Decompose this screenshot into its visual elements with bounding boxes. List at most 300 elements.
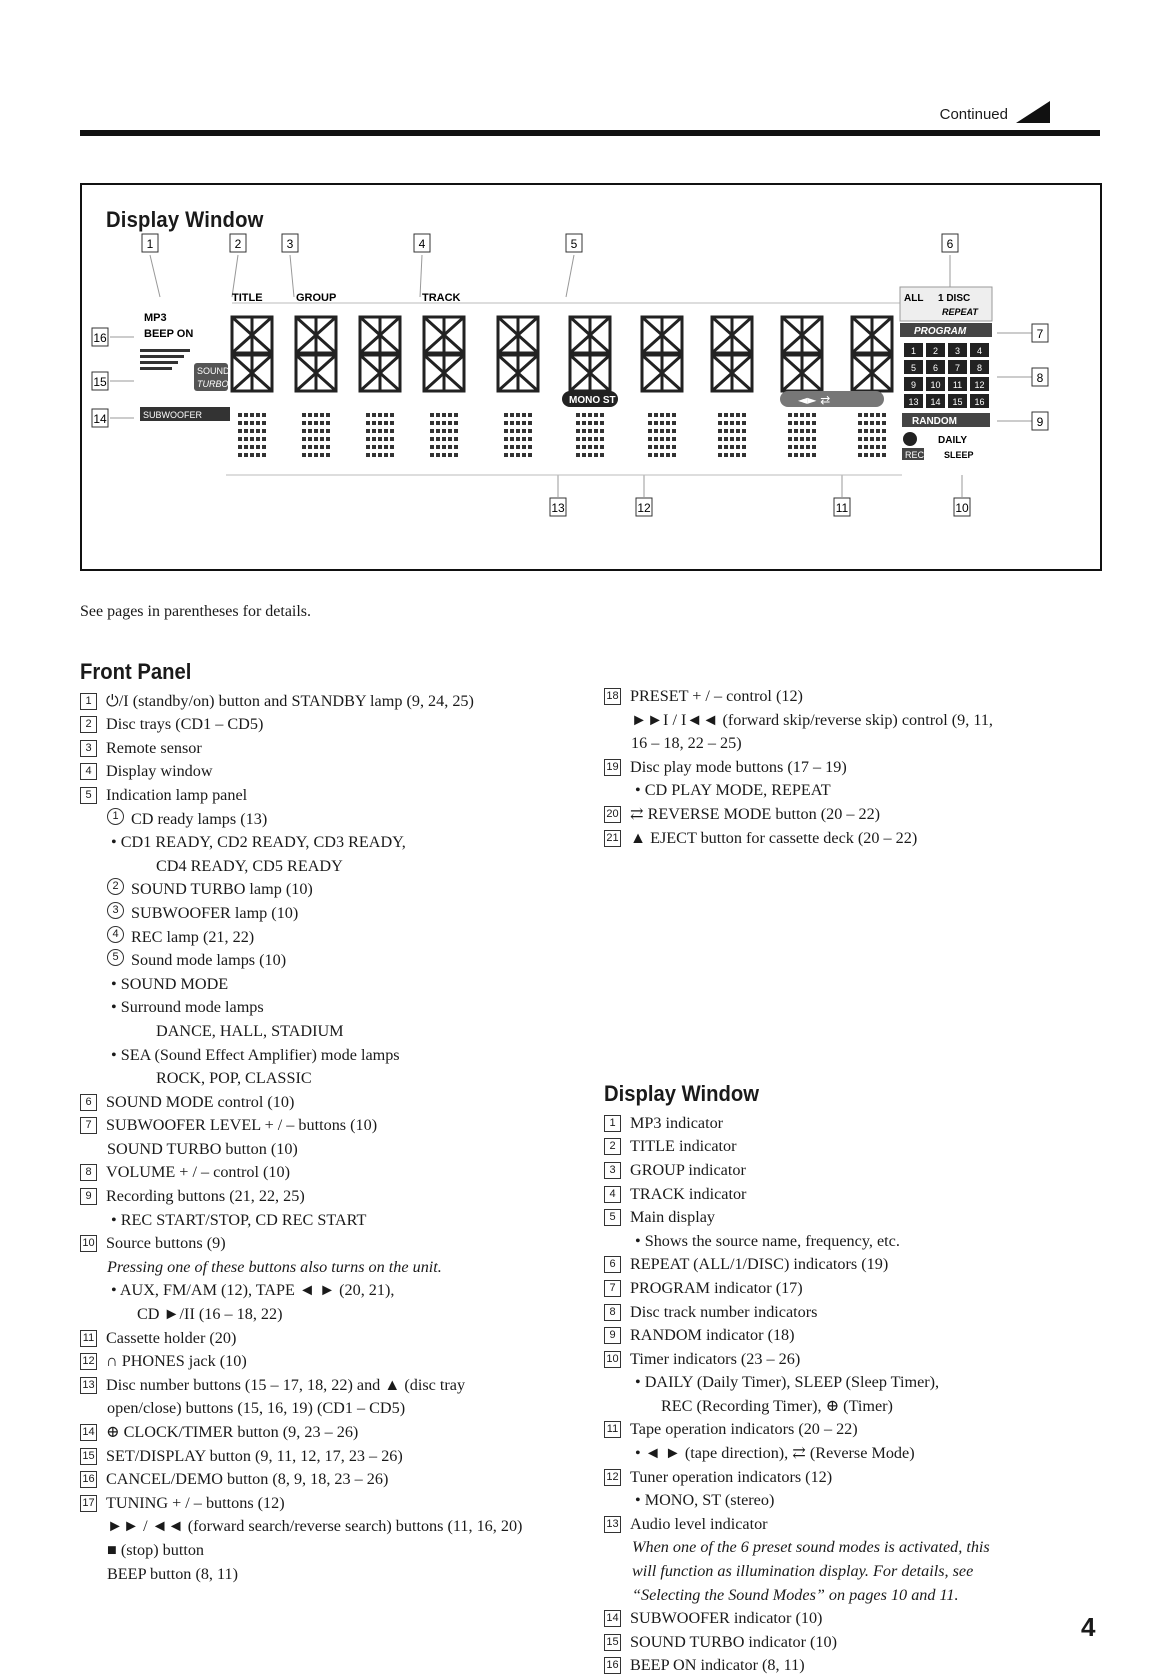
matrix-dot <box>742 413 746 417</box>
item-number: 13 <box>80 1377 97 1394</box>
matrix-dot <box>384 453 388 457</box>
matrix-dot <box>576 421 580 425</box>
matrix-dot <box>256 453 260 457</box>
matrix-dot <box>326 437 330 441</box>
disc-number: 8 <box>976 363 983 373</box>
matrix-dot <box>516 421 520 425</box>
matrix-dot <box>794 445 798 449</box>
matrix-dot <box>788 445 792 449</box>
matrix-dot <box>788 453 792 457</box>
matrix-dot <box>320 437 324 441</box>
disc-number: 11 <box>952 380 963 390</box>
matrix-dot <box>244 445 248 449</box>
matrix-dot <box>864 421 868 425</box>
list-item <box>80 1374 580 1398</box>
matrix-dot <box>522 437 526 441</box>
sub-list-item <box>80 902 580 926</box>
matrix-dot <box>448 453 452 457</box>
item-number: 15 <box>604 1634 621 1651</box>
matrix-dot <box>430 413 434 417</box>
item-text: SUBWOOFER indicator (10) <box>630 1609 823 1628</box>
matrix-dot <box>806 413 810 417</box>
matrix-dot <box>510 421 514 425</box>
matrix-dot <box>588 413 592 417</box>
item-number: 6 <box>604 1256 621 1273</box>
matrix-dot <box>648 437 652 441</box>
matrix-dot <box>736 437 740 441</box>
matrix-dot <box>238 453 242 457</box>
matrix-dot <box>858 413 862 417</box>
matrix-dot <box>582 453 586 457</box>
matrix-dot <box>244 429 248 433</box>
matrix-dot <box>302 413 306 417</box>
matrix-dot <box>504 453 508 457</box>
front-panel-heading: Front Panel <box>80 659 192 684</box>
matrix-dot <box>864 437 868 441</box>
callout-bottom: 10 <box>955 501 969 515</box>
item-text: SUBWOOFER LEVEL + / – buttons (10) <box>106 1116 378 1135</box>
matrix-dot <box>302 421 306 425</box>
matrix-dot <box>742 453 746 457</box>
matrix-dot <box>648 429 652 433</box>
matrix-dot <box>666 429 670 433</box>
item-number: 9 <box>604 1327 621 1344</box>
item-number: 4 <box>80 763 97 780</box>
item-text: Main display <box>630 1208 715 1227</box>
matrix-dot <box>594 453 598 457</box>
list-line: • SOUND MODE <box>111 974 229 993</box>
matrix-dot <box>672 437 676 441</box>
matrix-dot <box>308 413 312 417</box>
item-number: 7 <box>80 1117 97 1134</box>
matrix-dot <box>600 429 604 433</box>
matrix-dot <box>436 445 440 449</box>
matrix-dot <box>648 445 652 449</box>
matrix-dot <box>654 413 658 417</box>
item-text: Disc track number indicators <box>630 1302 818 1321</box>
matrix-dot <box>314 413 318 417</box>
matrix-dot <box>576 445 580 449</box>
matrix-dot <box>436 421 440 425</box>
matrix-dot <box>794 421 798 425</box>
matrix-dot <box>384 421 388 425</box>
matrix-dot <box>262 413 266 417</box>
matrix-dot <box>742 445 746 449</box>
list-item <box>80 1232 580 1256</box>
list-item <box>80 1185 580 1209</box>
matrix-dot <box>806 437 810 441</box>
matrix-dot <box>522 429 526 433</box>
callout-left: 15 <box>93 375 107 389</box>
item-text: BEEP ON indicator (8, 11) <box>630 1656 805 1675</box>
matrix-dot <box>522 421 526 425</box>
matrix-dot <box>742 429 746 433</box>
callout-bottom: 12 <box>637 501 651 515</box>
matrix-dot <box>390 429 394 433</box>
item-number: 2 <box>604 1138 621 1155</box>
matrix-dot <box>876 437 880 441</box>
callout-top: 3 <box>286 237 294 251</box>
item-text: RANDOM indicator (18) <box>630 1326 795 1345</box>
matrix-dot <box>876 429 880 433</box>
callout-top: 2 <box>234 237 242 251</box>
matrix-dot <box>320 453 324 457</box>
matrix-dot <box>794 453 798 457</box>
list-line: ►► / ◄◄ (forward search/reverse search) buttons (11, 16, 20) <box>107 1517 523 1536</box>
matrix-dot <box>436 429 440 433</box>
list-item <box>80 760 580 784</box>
matrix-dot <box>870 429 874 433</box>
matrix-dot <box>660 421 664 425</box>
matrix-dot <box>522 445 526 449</box>
matrix-dot <box>812 421 816 425</box>
matrix-dot <box>366 453 370 457</box>
matrix-dot <box>504 421 508 425</box>
item-text: Indication lamp panel <box>106 785 248 804</box>
matrix-dot <box>238 421 242 425</box>
matrix-dot <box>806 453 810 457</box>
matrix-dot <box>430 437 434 441</box>
matrix-dot <box>794 437 798 441</box>
matrix-dot <box>442 437 446 441</box>
matrix-dot <box>594 429 598 433</box>
item-number: 10 <box>80 1235 97 1252</box>
matrix-dot <box>430 429 434 433</box>
disc-number: 7 <box>954 363 961 373</box>
matrix-dot <box>806 445 810 449</box>
matrix-dot <box>594 437 598 441</box>
list-item <box>604 1654 1074 1678</box>
matrix-dot <box>372 445 376 449</box>
tape-badge <box>780 391 884 407</box>
callout-left: 14 <box>93 412 107 426</box>
matrix-dot <box>378 413 382 417</box>
list-item <box>604 1418 1074 1442</box>
item-number: 5 <box>80 787 97 804</box>
matrix-dot <box>654 421 658 425</box>
level-bar <box>140 367 172 370</box>
list-line: “Selecting the Sound Modes” on pages 10 and 11. <box>632 1585 959 1604</box>
matrix-dot <box>516 429 520 433</box>
item-number: 12 <box>604 1469 621 1486</box>
matrix-dot <box>250 437 254 441</box>
one-disc-indicator: 1 DISC <box>938 293 971 304</box>
matrix-dot <box>528 445 532 449</box>
item-number: 18 <box>604 688 621 705</box>
matrix-dot <box>660 413 664 417</box>
matrix-dot <box>326 453 330 457</box>
matrix-dot <box>660 445 664 449</box>
matrix-dot <box>314 453 318 457</box>
matrix-dot <box>672 429 676 433</box>
front-panel-section <box>80 660 580 1586</box>
list-line: • CD PLAY MODE, REPEAT <box>635 781 831 800</box>
matrix-dot <box>390 437 394 441</box>
item-text: Tape operation indicators (20 – 22) <box>630 1420 858 1439</box>
matrix-dot <box>724 437 728 441</box>
matrix-dot <box>504 445 508 449</box>
matrix-dot <box>384 429 388 433</box>
matrix-dot <box>788 429 792 433</box>
matrix-dot <box>742 437 746 441</box>
callout-right: 7 <box>1036 327 1044 341</box>
callout-top: 1 <box>146 237 154 251</box>
matrix-dot <box>256 429 260 433</box>
matrix-dot <box>858 429 862 433</box>
leader-line <box>566 255 574 297</box>
list-line: • SEA (Sound Effect Amplifier) mode lamps <box>111 1045 400 1064</box>
matrix-dot <box>882 445 886 449</box>
matrix-dot <box>528 413 532 417</box>
matrix-dot <box>864 445 868 449</box>
matrix-dot <box>250 453 254 457</box>
matrix-dot <box>576 453 580 457</box>
matrix-dot <box>442 413 446 417</box>
matrix-dot <box>600 437 604 441</box>
item-text: SET/DISPLAY button (9, 11, 12, 17, 23 – 26) <box>106 1446 403 1465</box>
leader-line <box>290 255 294 297</box>
matrix-dot <box>812 445 816 449</box>
item-text: GROUP indicator <box>630 1160 746 1179</box>
title-indicator: TITLE <box>232 292 263 304</box>
matrix-dot <box>882 429 886 433</box>
list-item <box>604 827 1074 851</box>
matrix-dot <box>314 421 318 425</box>
matrix-dot <box>244 437 248 441</box>
item-text: CD ready lamps (13) <box>131 809 268 828</box>
matrix-dot <box>800 421 804 425</box>
matrix-dot <box>666 445 670 449</box>
matrix-dot <box>660 437 664 441</box>
matrix-dot <box>244 413 248 417</box>
matrix-dot <box>390 413 394 417</box>
continued-text: Continued <box>939 106 1008 123</box>
matrix-dot <box>654 429 658 433</box>
matrix-dot <box>600 453 604 457</box>
matrix-dot <box>302 445 306 449</box>
item-text: ⏻/I (standby/on) button and STANDBY lamp (9, 24, 25) <box>106 691 474 710</box>
matrix-dot <box>528 429 532 433</box>
matrix-dot <box>672 421 676 425</box>
matrix-dot <box>666 437 670 441</box>
matrix-dot <box>436 413 440 417</box>
item-number: 8 <box>604 1304 621 1321</box>
lcd-diagram <box>82 185 1100 569</box>
matrix-dot <box>308 445 312 449</box>
matrix-dot <box>308 429 312 433</box>
matrix-dot <box>448 445 452 449</box>
matrix-dot <box>384 437 388 441</box>
list-item <box>604 1112 1074 1136</box>
matrix-dot <box>588 429 592 433</box>
list-line: DANCE, HALL, STADIUM <box>156 1021 344 1040</box>
matrix-dot <box>788 421 792 425</box>
matrix-dot <box>806 429 810 433</box>
matrix-dot <box>238 437 242 441</box>
continued-label <box>940 106 1050 123</box>
item-text: ⇄ REVERSE MODE button (20 – 22) <box>630 804 881 823</box>
matrix-dot <box>256 421 260 425</box>
matrix-dot <box>516 445 520 449</box>
matrix-dot <box>812 437 816 441</box>
sleep-indicator: SLEEP <box>944 450 974 460</box>
list-line: ROCK, POP, CLASSIC <box>156 1069 312 1088</box>
list-item <box>604 1324 1074 1348</box>
item-number: 16 <box>80 1471 97 1488</box>
matrix-dot <box>594 413 598 417</box>
matrix-dot <box>366 445 370 449</box>
matrix-dot <box>256 437 260 441</box>
matrix-dot <box>454 453 458 457</box>
item-number: 5 <box>107 949 124 966</box>
rec-indicator: REC <box>905 450 925 460</box>
matrix-dot <box>448 429 452 433</box>
list-line: ■ (stop) button <box>107 1540 205 1559</box>
item-number: 9 <box>80 1188 97 1205</box>
matrix-dot <box>800 413 804 417</box>
matrix-dot <box>510 413 514 417</box>
matrix-dot <box>262 445 266 449</box>
matrix-dot <box>366 413 370 417</box>
list-item <box>80 1161 580 1185</box>
matrix-dot <box>430 445 434 449</box>
list-line: • AUX, FM/AM (12), TAPE ◄ ► (20, 21), <box>111 1281 395 1300</box>
list-item <box>604 685 1074 709</box>
list-line: • Shows the source name, frequency, etc. <box>635 1231 900 1250</box>
level-bar <box>140 349 190 352</box>
list-item <box>604 1159 1074 1183</box>
matrix-dot <box>724 421 728 425</box>
matrix-dot <box>600 445 604 449</box>
item-number: 8 <box>80 1164 97 1181</box>
callout-top: 4 <box>418 237 426 251</box>
matrix-dot <box>672 445 676 449</box>
top-rule <box>80 130 1100 136</box>
mono-st-indicator: MONO ST <box>569 395 616 406</box>
matrix-dot <box>812 429 816 433</box>
matrix-dot <box>882 421 886 425</box>
matrix-dot <box>876 445 880 449</box>
display-window-heading: Display Window <box>604 1081 760 1107</box>
item-text: PRESET + / – control (12) <box>630 687 803 705</box>
matrix-dot <box>516 413 520 417</box>
matrix-dot <box>588 421 592 425</box>
matrix-dot <box>262 421 266 425</box>
matrix-dot <box>582 445 586 449</box>
list-item <box>604 1513 1074 1537</box>
item-text: Sound mode lamps (10) <box>131 951 287 970</box>
matrix-dot <box>654 445 658 449</box>
matrix-dot <box>308 453 312 457</box>
list-item <box>80 784 580 808</box>
matrix-dot <box>320 429 324 433</box>
list-item <box>80 1468 580 1492</box>
matrix-dot <box>366 437 370 441</box>
matrix-dot <box>238 445 242 449</box>
callout-top: 5 <box>570 237 578 251</box>
matrix-dot <box>384 445 388 449</box>
item-text: REC lamp (21, 22) <box>131 927 255 946</box>
matrix-dot <box>588 453 592 457</box>
item-number: 21 <box>604 830 621 847</box>
matrix-dot <box>454 429 458 433</box>
matrix-dot <box>238 413 242 417</box>
item-number: 5 <box>604 1209 621 1226</box>
matrix-dot <box>576 429 580 433</box>
repeat-indicator: REPEAT <box>942 307 978 317</box>
item-text: ∩ PHONES jack (10) <box>106 1352 247 1371</box>
sub-list-item <box>80 949 580 973</box>
matrix-dot <box>436 437 440 441</box>
matrix-dot <box>736 429 740 433</box>
matrix-dot <box>724 445 728 449</box>
callout-bottom: 13 <box>551 501 565 515</box>
matrix-dot <box>372 453 376 457</box>
level-bar <box>140 361 178 364</box>
matrix-dot <box>326 429 330 433</box>
matrix-dot <box>858 437 862 441</box>
item-text: ▲ EJECT button for cassette deck (20 – 22) <box>630 828 918 847</box>
matrix-dot <box>594 421 598 425</box>
random-indicator: RANDOM <box>912 416 957 427</box>
matrix-dot <box>244 453 248 457</box>
item-text: TUNING + / – buttons (12) <box>106 1493 285 1512</box>
matrix-dot <box>876 413 880 417</box>
sub-list-item <box>80 926 580 950</box>
matrix-dot <box>366 421 370 425</box>
track-indicator: TRACK <box>422 292 461 304</box>
list-line: REC (Recording Timer), ⊕ (Timer) <box>661 1396 893 1415</box>
matrix-dot <box>442 445 446 449</box>
matrix-dot <box>648 453 652 457</box>
matrix-dot <box>582 413 586 417</box>
matrix-dot <box>718 453 722 457</box>
item-text: Source buttons (9) <box>106 1234 226 1253</box>
leader-line <box>232 255 238 297</box>
item-number: 1 <box>107 808 124 825</box>
matrix-dot <box>528 437 532 441</box>
item-text: Display window <box>106 762 213 781</box>
disc-number: 16 <box>974 397 985 407</box>
matrix-dot <box>262 437 266 441</box>
matrix-dot <box>812 453 816 457</box>
matrix-dot <box>250 429 254 433</box>
matrix-dot <box>718 421 722 425</box>
matrix-dot <box>600 413 604 417</box>
matrix-dot <box>800 429 804 433</box>
disc-number: 12 <box>974 380 985 390</box>
matrix-dot <box>882 437 886 441</box>
matrix-dot <box>442 429 446 433</box>
right-column <box>604 685 1074 1678</box>
item-text: REPEAT (ALL/1/DISC) indicators (19) <box>630 1255 889 1274</box>
program-indicator: PROGRAM <box>914 326 967 337</box>
item-text: SUBWOOFER lamp (10) <box>131 903 299 922</box>
list-line: • CD1 READY, CD2 READY, CD3 READY, <box>111 833 406 852</box>
matrix-dot <box>876 453 880 457</box>
matrix-dot <box>672 453 676 457</box>
matrix-dot <box>582 421 586 425</box>
list-item <box>80 1091 580 1115</box>
list-item <box>604 1348 1074 1372</box>
matrix-dot <box>430 421 434 425</box>
matrix-dot <box>736 445 740 449</box>
matrix-dot <box>448 437 452 441</box>
display-window-list <box>604 1112 1074 1678</box>
list-line: • REC START/STOP, CD REC START <box>111 1210 367 1229</box>
matrix-dot <box>448 421 452 425</box>
matrix-dot <box>302 453 306 457</box>
